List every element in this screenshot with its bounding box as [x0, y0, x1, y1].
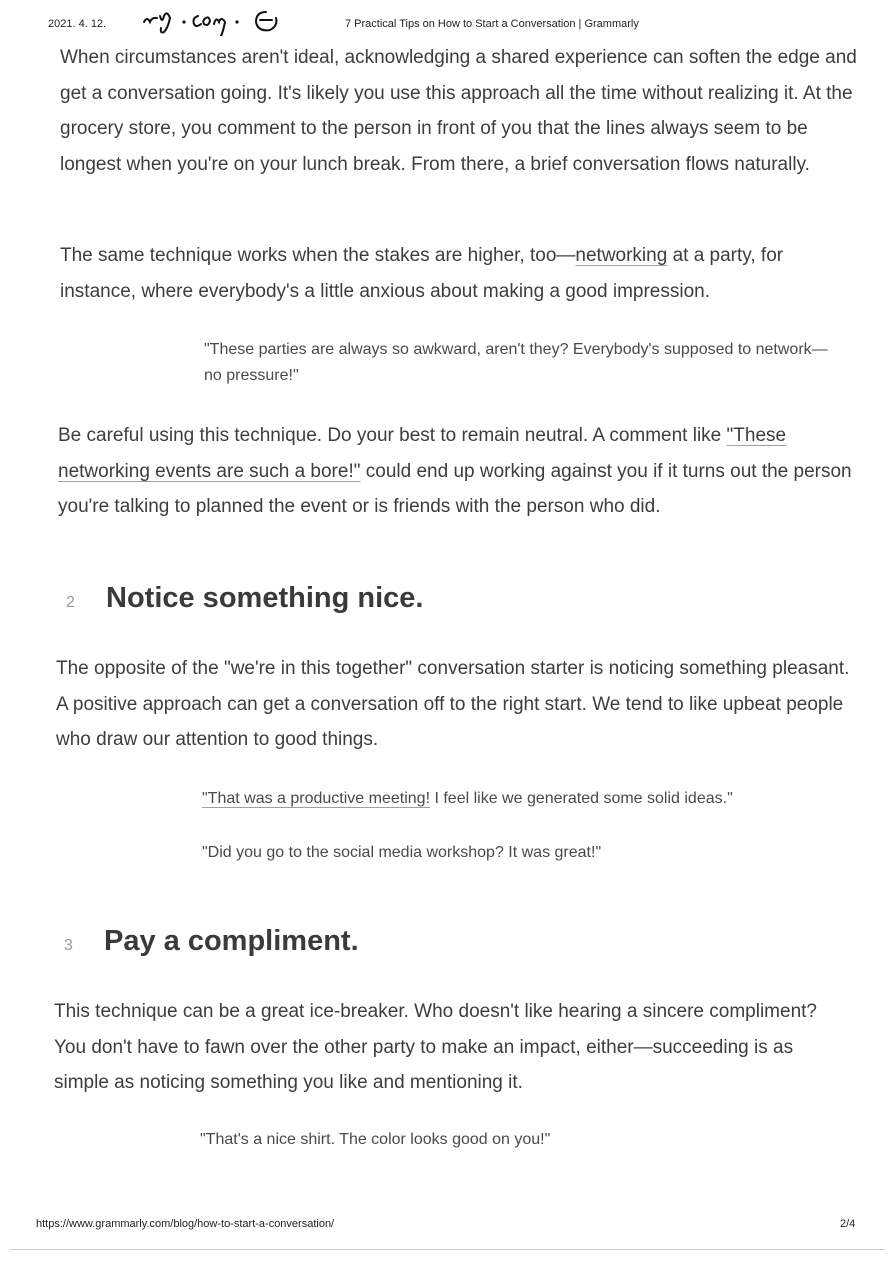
section-number: 3: [64, 937, 73, 954]
quote-productive-meeting: [202, 786, 842, 812]
paragraph-higher-stakes: [60, 238, 850, 309]
section-heading-notice: [66, 582, 423, 615]
quote-text: I feel like we generated some solid ideas.": [430, 790, 733, 807]
paragraph-compliment: This technique can be a great ice-breaker. Who doesn't like hearing a sincere compliment? You don't have to fawn over the other party to make an impact, either—succeeding is as simple as noticing something you like and mentioning it.: [54, 1001, 817, 1093]
paragraph-text: Be careful using this technique. Do your best to remain neutral. A comment like: [58, 425, 727, 446]
paragraph-be-careful: [58, 418, 858, 525]
networking-events-link[interactable]: "These networking events are such a bore!": [58, 425, 787, 482]
print-title: 7 Practical Tips on How to Start a Conversation | Grammarly: [345, 18, 639, 30]
section-title: Notice something nice.: [106, 582, 424, 614]
quote-party: "These parties are always so awkward, aren't they? Everybody's supposed to network—no pressure!": [204, 341, 828, 384]
paragraph-shared-experience: When circumstances aren't ideal, acknowledging a shared experience can soften the edge and get a conversation going. It's likely you use this approach all the time without realizing it. At the grocery store, you comment to the person in front of you that the lines always seem to be longest when you're on your lunch break. From there, a brief conversation flows naturally.: [60, 47, 857, 175]
scan-edge-divider: [10, 1249, 885, 1250]
quote-social-media-workshop: "Did you go to the social media workshop? It was great!": [202, 844, 602, 861]
footer-page-number: 2/4: [840, 1218, 856, 1230]
handwritten-note-drawing: [140, 2, 300, 36]
print-header: [0, 16, 893, 36]
paragraph-text: could end up working against you if it turns out the person you're talking to planned the event or is friends with the person who did.: [58, 460, 852, 517]
section-heading-compliment: [64, 925, 359, 958]
section-number: 2: [66, 594, 75, 611]
footer-url: https://www.grammarly.com/blog/how-to-start-a-conversation/: [36, 1218, 335, 1230]
paragraph-text: at a party, for instance, where everybody's a little anxious about making a good impression.: [60, 245, 784, 302]
networking-link[interactable]: networking: [575, 245, 668, 266]
productive-meeting-link[interactable]: "That was a productive meeting!: [202, 790, 431, 807]
paragraph-text: The same technique works when the stakes are higher, too—: [60, 245, 576, 266]
print-date: 2021. 4. 12.: [48, 18, 107, 30]
paragraph-notice-something: The opposite of the "we're in this together" conversation starter is noticing something pleasant. A positive approach can get a conversation off to the right start. We tend to like upbeat people who draw our attention to good things.: [56, 658, 850, 750]
quote-nice-shirt: "That's a nice shirt. The color looks good on you!": [200, 1131, 551, 1148]
section-title: Pay a compliment.: [104, 925, 359, 957]
